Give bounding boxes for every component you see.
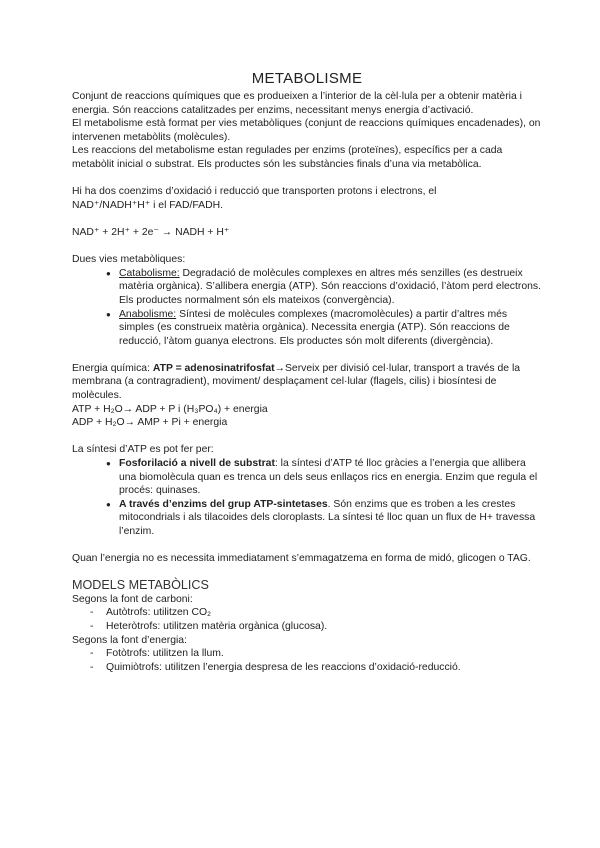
coenzymes-line-2: NAD⁺/NADH⁺H⁺ i el FAD/FADH. — [72, 199, 223, 211]
list-item: - Quimiòtrofs: utilitzen l’energia despresa de les reaccions d’oxidació-reducció. — [90, 661, 542, 675]
substrate-phosphorylation-term: Fosforilació a nivell de substrat — [119, 458, 275, 470]
adp-equation: ADP + H₂O→ AMP + Pi + energia — [72, 417, 228, 429]
atp-definition: ATP = adenosinatrifosfat — [152, 362, 275, 374]
list-item — [106, 457, 542, 498]
catabolism-term: Catabolisme: — [119, 267, 180, 279]
routes-list — [72, 267, 542, 349]
energy-paragraph — [72, 362, 542, 403]
energy-source-list — [72, 647, 542, 674]
catabolism-text: Degradació de molècules complexes en altres més senzilles (es destrueix matèria orgànica). S’allibera energia (ATP). Són reaccions d’oxidació, l’àtom perd electrons. Els productes normalment són els mateixos (convergència). — [119, 267, 541, 306]
nad-equation: NAD⁺ + 2H⁺ + 2e⁻ → NADH + H⁺ — [72, 226, 230, 238]
coenzymes-line-1: Hi ha dos coenzims d’oxidació i reducció que transporten protons i electrons, el — [72, 186, 437, 198]
list-item — [106, 308, 542, 349]
atp-equation: ATP + H₂O→ ADP + P i (H₃PO₄) + energia — [72, 403, 268, 415]
energy-prefix: Energia química: — [72, 362, 153, 374]
document-page — [72, 70, 542, 674]
energy-text: →Serveix per divisió cel·lular, transport a través de la membrana (a contragradient), moviment/ desplaçament cel·lular (flagels, cilis) i biosíntesi de molècules. — [72, 362, 521, 402]
list-item — [106, 267, 542, 308]
atp-synthesis-list — [72, 457, 542, 539]
page-title: METABOLISME — [251, 70, 363, 87]
carbon-source-intro: Segons la font de carboni: — [72, 593, 193, 605]
intro-paragraph-1: Conjunt de reaccions químiques que es produeixen a l’interior de la cèl·lula per a obtenir matèria i energia. Són reaccions catalitzades per enzims, necessitant menys energia d’activació. — [72, 91, 522, 116]
atp-synthase-text: . Són enzims que es troben a les crestes mitocondrials i als tilacoides dels cloroplasts. La síntesi té lloc quan un flux de H+ travessa l’enzim. — [119, 498, 536, 537]
list-item — [106, 498, 542, 539]
list-item: - Heteròtrofs: utilitzen matèria orgànica (glucosa). — [90, 620, 542, 634]
list-item: - Fotòtrofs: utilitzen la llum. — [90, 647, 542, 661]
atp-synthesis-intro: La síntesi d’ATP es pot fer per: — [72, 444, 214, 456]
intro-paragraph-3: Les reaccions del metabolisme estan regulades per enzims (proteïnes), específics per a cada metabòlit inicial o substrat. Els productes són les substàncies finals d’una via metabòlica. — [72, 145, 503, 170]
anabolism-text: Síntesi de molècules complexes (macromolècules) a partir d’altres més simples (es construeix matèria orgànica). Necessita energia (ATP). Són reaccions de reducció, l’àtom guanya electrons. Els productes són molt diferents (divergència). — [119, 308, 510, 347]
list-item: - Autòtrofs: utilitzen CO₂ — [90, 606, 542, 620]
routes-intro: Dues vies metabòliques: — [72, 254, 186, 266]
atp-synthase-term: A través d’enzims del grup ATP-sintetases — [119, 498, 328, 510]
anabolism-term: Anabolisme: — [119, 308, 177, 320]
storage-paragraph: Quan l’energia no es necessita immediatament s’emmagatzema en forma de midó, glicogen o TAG. — [72, 553, 531, 565]
carbon-source-list — [72, 606, 542, 633]
energy-source-intro: Segons la font d’energia: — [72, 634, 187, 646]
substrate-phosphorylation-text: : la síntesi d’ATP té lloc gràcies a l’energia que allibera una biomolècula quan es trenca un dels seus enllaços rics en energia. Enzim que regula el procés: quinases. — [119, 458, 538, 497]
section-heading: MODELS METABÒLICS — [72, 577, 209, 592]
intro-paragraph-2: El metabolisme està format per vies metabòliques (conjunt de reaccions químiques encadenades), on intervenen metabòlits (molècules). — [72, 118, 541, 143]
